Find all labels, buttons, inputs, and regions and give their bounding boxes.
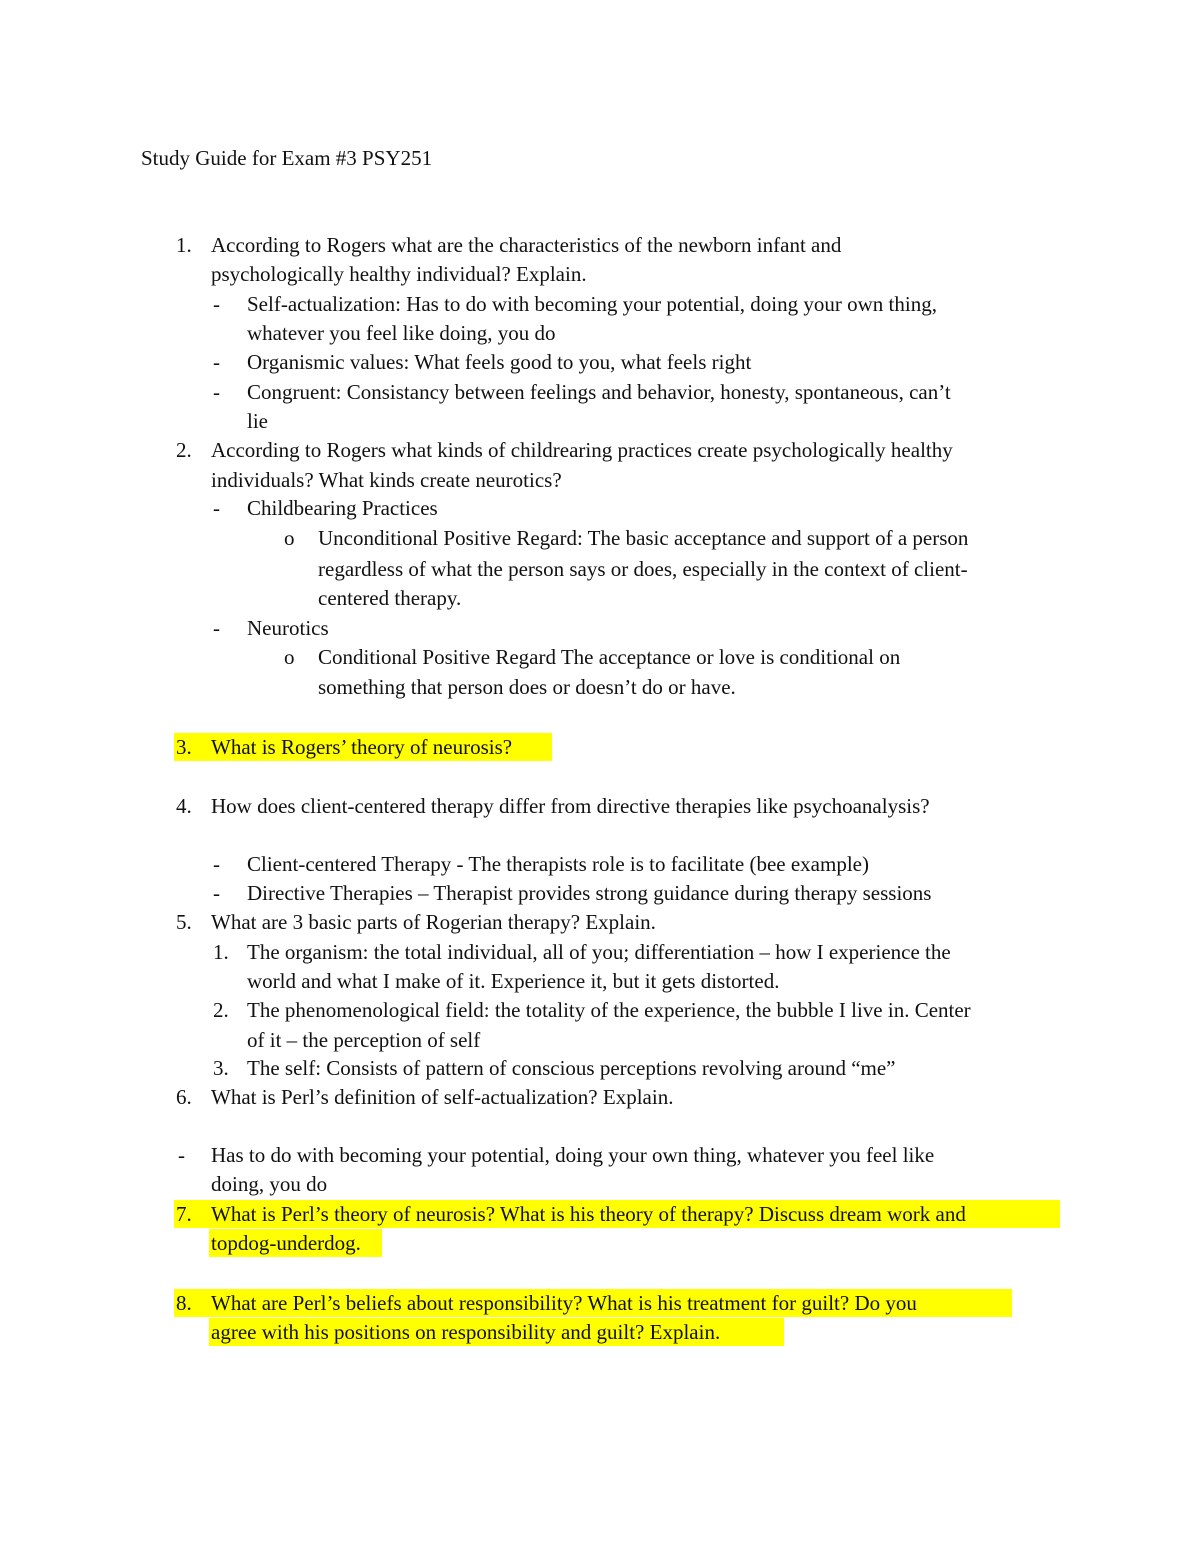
q6-answer-line1: Has to do with becoming your potential, doing your own thing, whatever you feel like [211, 1143, 935, 1167]
q8-text-line2: agree with his positions on responsibility and guilt? Explain. [211, 1320, 721, 1344]
q5-part2-number: 2. [213, 998, 229, 1022]
q5-part2-line1: The phenomenological field: the totality of the experience, the bubble I live in. Center [247, 998, 971, 1022]
q2-sub1-line2: regardless of what the person says or does, especially in the context of client- [318, 557, 968, 581]
q5-part1-line2: world and what I make of it. Experience it, but it gets distorted. [247, 969, 780, 993]
q6-number: 6. [176, 1085, 192, 1109]
q8-text-line1: What are Perl’s beliefs about responsibility? What is his treatment for guilt? Do you [211, 1291, 917, 1315]
q1-bullet3-line1: Congruent: Consistancy between feelings and behavior, honesty, spontaneous, can’t [247, 380, 951, 404]
q1-bullet1-line1: Self-actualization: Has to do with becoming your potential, doing your own thing, [247, 292, 937, 316]
q4-text: How does client-centered therapy differ from directive therapies like psychoanalysis? [211, 794, 930, 818]
q5-part2-line2: of it – the perception of self [247, 1028, 481, 1052]
q2-text-line2: individuals? What kinds create neurotics? [211, 468, 562, 492]
q7-text-line2: topdog-underdog. [211, 1231, 361, 1255]
q1-bullet3-line2: lie [247, 409, 268, 433]
q4-bullet1-dash: - [213, 852, 220, 876]
q2-sub1-line1: Unconditional Positive Regard: The basic acceptance and support of a person [318, 526, 969, 550]
q5-number: 5. [176, 910, 192, 934]
q5-part1-line1: The organism: the total individual, all of you; differentiation – how I experience the [247, 940, 951, 964]
q2-bullet2: Neurotics [247, 616, 329, 640]
q1-number: 1. [176, 233, 192, 257]
q4-bullet1: Client-centered Therapy - The therapists role is to facilitate (bee example) [247, 852, 869, 876]
q1-text-line2: psychologically healthy individual? Explain. [211, 262, 587, 286]
q1-bullet3-dash: - [213, 380, 220, 404]
q3-text: What is Rogers’ theory of neurosis? [211, 735, 513, 759]
q2-sub1-marker: o [284, 526, 295, 550]
q2-sub2-line1: Conditional Positive Regard The acceptance or love is conditional on [318, 645, 901, 669]
q2-sub2-line2: something that person does or doesn’t do or have. [318, 675, 736, 699]
q4-number: 4. [176, 794, 192, 818]
q2-sub2-marker: o [284, 645, 295, 669]
q5-part3-number: 3. [213, 1056, 229, 1080]
q8-number: 8. [176, 1291, 192, 1315]
q1-text-line1: According to Rogers what are the characteristics of the newborn infant and [211, 233, 842, 257]
q2-bullet1: Childbearing Practices [247, 496, 438, 520]
q2-bullet1-dash: - [213, 496, 220, 520]
q3-number: 3. [176, 735, 192, 759]
document-title: Study Guide for Exam #3 PSY251 [141, 146, 433, 170]
q6-answer-line2: doing, you do [211, 1172, 328, 1196]
q7-number: 7. [176, 1202, 192, 1226]
q1-bullet2-dash: - [213, 350, 220, 374]
q4-bullet2: Directive Therapies – Therapist provides strong guidance during therapy sessions [247, 881, 932, 905]
q5-part1-number: 1. [213, 940, 229, 964]
q6-answer-dash: - [178, 1143, 185, 1167]
q2-number: 2. [176, 438, 192, 462]
q6-text: What is Perl’s definition of self-actualization? Explain. [211, 1085, 674, 1109]
q2-bullet2-dash: - [213, 616, 220, 640]
q2-text-line1: According to Rogers what kinds of childrearing practices create psychologically healthy [211, 438, 953, 462]
q1-bullet1-dash: - [213, 292, 220, 316]
q4-bullet2-dash: - [213, 881, 220, 905]
q5-text: What are 3 basic parts of Rogerian therapy? Explain. [211, 910, 656, 934]
q7-text-line1: What is Perl’s theory of neurosis? What is his theory of therapy? Discuss dream work and [211, 1202, 966, 1226]
q1-bullet1-line2: whatever you feel like doing, you do [247, 321, 556, 345]
q5-part3: The self: Consists of pattern of conscious perceptions revolving around “me” [247, 1056, 896, 1080]
q2-sub1-line3: centered therapy. [318, 586, 462, 610]
q1-bullet2: Organismic values: What feels good to you, what feels right [247, 350, 752, 374]
